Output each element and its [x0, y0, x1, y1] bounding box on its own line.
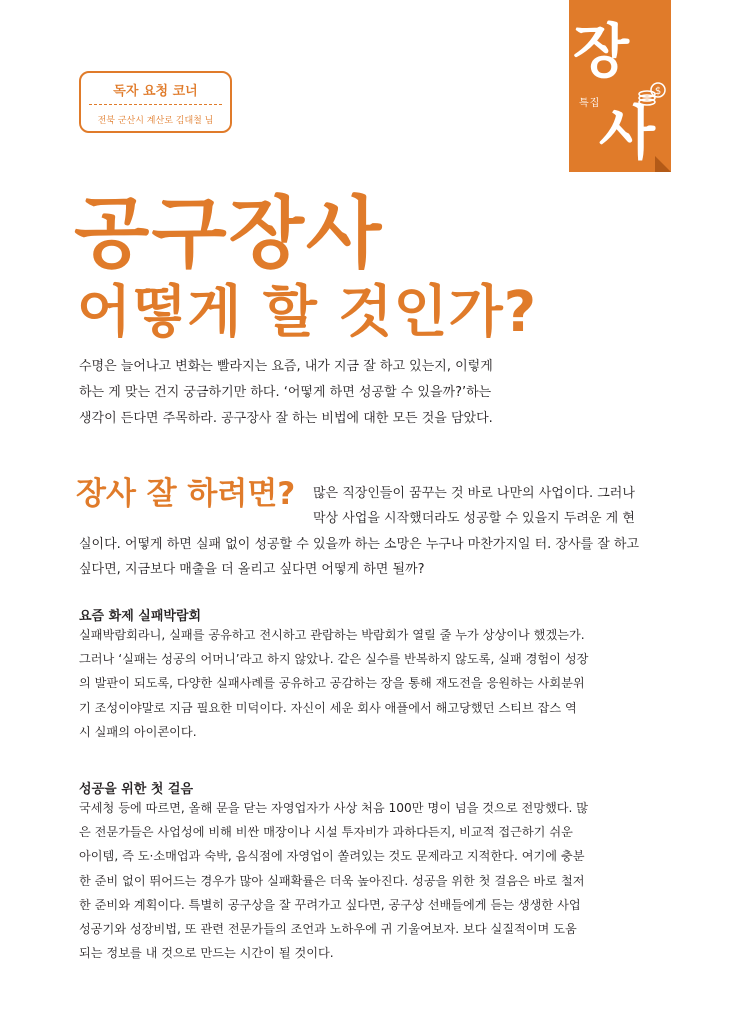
- body-line: 아이템, 즉 도·소매업과 숙박, 음식점에 자영업이 쏠려있는 것도 문제라고 지적한다. 여기에 충분: [79, 849, 585, 864]
- section-heading: 장사 잘 하려면?: [76, 476, 296, 512]
- main-title: 공구장사: [74, 189, 384, 279]
- body-line: 되는 정보를 내 것으로 만드는 시간이 될 것이다.: [79, 946, 334, 961]
- subsection-body-failure-expo: [79, 623, 659, 744]
- body-line: 기 조성이야말로 지금 필요한 미덕이다. 자신이 세운 회사 애플에서 해고당했던 스티브 잡스 역: [79, 700, 577, 715]
- subsection-heading-first-step: 성공을 위한 첫 걸음: [79, 782, 194, 797]
- body-line: 의 발판이 되도록, 다양한 실패사례를 공유하고 공감하는 장을 통해 재도전을 응원하는 사회분위: [79, 676, 585, 691]
- body-line: 그러나 ‘실패는 성공의 어머니’라고 하지 않았나. 같은 실수를 반복하지 않도록, 실패 경험이 성장: [79, 652, 589, 667]
- feature-corner-tab: [569, 0, 671, 172]
- intro-paragraph: [79, 354, 499, 432]
- section-line: 싶다면, 지금보다 매출을 더 올리고 싶다면 어떻게 하면 될까?: [79, 562, 425, 577]
- reader-request-box: [79, 71, 232, 133]
- intro-line: 수명은 늘어나고 변화는 빨라지는 요즘, 내가 지금 잘 하고 있는지, 이렇게: [79, 359, 493, 374]
- reader-box-title: 독자 요청 코너: [113, 84, 198, 99]
- body-line: 실패박람회라니, 실패를 공유하고 전시하고 관람하는 박람회가 열릴 줄 누가 상상이나 했겠는가.: [79, 628, 585, 642]
- body-line: 한 준비와 계획이다. 특별히 공구상을 잘 꾸려가고 싶다면, 공구상 선배들에게 듣는 생생한 사업: [79, 897, 581, 912]
- intro-line: 하는 게 맞는 건지 궁금하기만 하다. ‘어떻게 하면 성공할 수 있을까?’하는: [79, 385, 492, 400]
- page-fold: [655, 156, 671, 172]
- subsection-body-first-step: [79, 796, 659, 965]
- body-line: 시 실패의 아이콘이다.: [79, 724, 197, 739]
- body-line: 은 전문가들은 사업성에 비해 비싼 매장이나 시설 투자비가 과하다든지, 비교적 접근하기 쉬운: [79, 825, 573, 840]
- section-line: 실이다. 어떻게 하면 실패 없이 성공할 수 있을까 하는 소망은 누구나 마찬가지일 터. 장사를 잘 하고: [79, 537, 640, 552]
- svg-text:$: $: [654, 86, 662, 97]
- reader-box-subtitle: 전북 군산시 계산로 김대철 님: [97, 116, 214, 126]
- corner-label: 특집: [579, 98, 601, 109]
- body-line: 성공기와 성장비법, 또 관련 전문가들의 조언과 노하우에 귀 기울여보자. 보다 실질적이며 도움: [79, 922, 577, 937]
- section-line: 막상 사업을 시작했더라도 성공할 수 있을지 두려운 게 현: [313, 511, 635, 526]
- sub-title: 어떻게 할 것인가?: [77, 280, 538, 345]
- body-line: 국세청 등에 따르면, 올해 문을 닫는 자영업자가 사상 처음 100만 명이 넘을 것으로 전망했다. 많: [79, 801, 589, 815]
- subsection-heading-failure-expo: 요즘 화제 실패박람회: [79, 609, 202, 624]
- intro-line: 생각이 든다면 주목하라. 공구장사 잘 하는 비법에 대한 모든 것을 담았다.: [79, 411, 493, 426]
- section-line: 많은 직장인들이 꿈꾸는 것 바로 나만의 사업이다. 그러나: [313, 486, 635, 501]
- reader-box-divider: [89, 104, 222, 105]
- body-line: 한 준비 없이 뛰어드는 경우가 많아 실패확률은 더욱 높아진다. 성공을 위한 첫 걸음은 바로 철저: [79, 873, 585, 888]
- corner-char-top: 장: [573, 17, 630, 85]
- corner-char-bottom: 사: [599, 99, 656, 167]
